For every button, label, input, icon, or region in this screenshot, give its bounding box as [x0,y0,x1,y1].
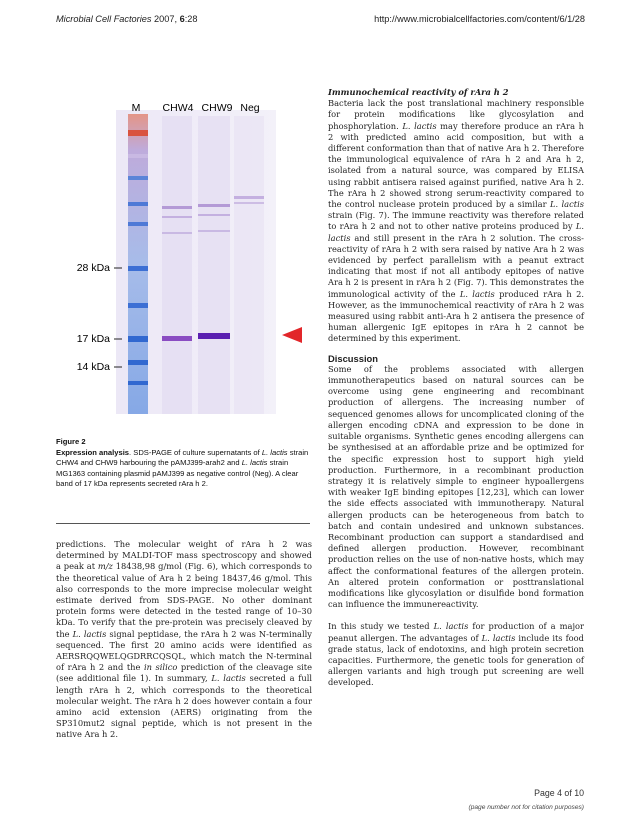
left-column [56,539,312,741]
marker-17kda: 17 kDa [76,333,110,345]
marker-28kda: 28 kDa [76,262,110,274]
lane-label-neg: Neg [240,102,260,114]
figure-label: Figure 2 [56,437,86,446]
discussion-heading: Discussion [328,352,379,364]
lane-label-m: M [131,102,141,114]
immunochemical-paragraph: Bacteria lack the post translational machinery responsible for protein modifications like glycosylation and phosphorylation. L. lactis may therefore produce an rAra h 2 with predicted amino acid composition, but with a different conformation than that of native Ara h 2. Therefore the immunological equivalence of rAra h 2 and Ara h 2, isolated from a natural source, was compared by ELISA using rabbit antisera raised against purified, native Ara h 2. The rAra h 2 showed strong serum-reactivity compared to the control nuclease protein produced by a similar L. lactis strain (Fig. 7). The immune reactivity was therefore related to rAra h 2 and not to other native proteins produced by L. lactis and still present in the rAra h 2 solution. The cross-reactivity of rAra h 2 with sera raised by native Ara h 2 was evidenced by perfect parallelism with a peanut extract indicating that most if not all antibody epitopes of native Ara h 2 is present in rAra h 2 (Fig. 7). This demonstrates the immunological activity of the L. lactis produced rAra h 2. However, as the immunochemical reactivity of rAra h 2 was measured using rabbit anti-Ara h 2 antisera the presence of human allergenic IgE epitopes in rAra h 2 cannot be determined by this experiment. [328,98,585,344]
left-paragraph: predictions. The molecular weight of rAra h 2 was determined by MALDI-TOF mass spectroscopy and showed a peak at m/z 18438,98 g/mol (Fig. 6), which corresponds to the theoretical value of Ara h 2 being 18437,46 g/mol. This also corresponds to the more imprecise molecular weight estimate derived from SDS-PAGE. No other dominant protein forms were detected in the tested range of 10–30 kDa. To verify that the pre-protein was precisely cleaved by the L. lactis signal peptidase, the rAra h 2 was N-terminally sequenced. The first 20 amino acids were identified as AERSRQQWELQGDRRCQSQL, which match the N-terminal of rAra h 2 and the in silico prediction of the cleavage site (see additional file 1). In summary, L. lactis secreted a full length rAra h 2, which corresponds to the theoretical molecular weight. The rAra h 2 does however contain a four amino acid extension (AERS) originating from the SP310mut2 signal peptide, which is not present in the native Ara h 2. [56,539,313,740]
discussion-paragraph-1: Some of the problems associated with allergen immunotherapeutics based on natural sources can be overcome using gene engineering and recombinant production of allergens. The increasing number of sequenced genomes allows for uncomplicated cloning of the allergen encoding cDNA and expression to be done in suitable organisms. Synthetic genes encoding allergens can be synthesised at an affordable prize and be optimized for the specific expression host to support high yield production. Furthermore, in a recombinant production strategy it is relatively simple to engineer hypoallergens with weaker IgE binding epitopes [12,23], which can lower the side effects associated with immunotherapy. Natural allergen products can be heterogeneous from batch to batch and contain undesired and unknown substances. Recombinant production can support a standardised and defined allergen production. However, recombinant production relies on the use of non-native hosts, which may affect the conformational features of the allergen protein. An altered protein conformation or posttranslational modifications like glycosylation or disulfide bond formation can influence the immunereactivity. [328,363,584,610]
journal-name: Microbial Cell Factories [56,14,152,24]
marker-14kda: 14 kDa [76,361,110,373]
lane-chw9 [198,116,230,414]
lane-label-chw4: CHW4 [162,102,194,114]
band-arrow-icon [282,327,302,343]
lane-neg [234,116,264,414]
figure-caption: Figure 2 Expression analysis. SDS-PAGE of culture supernatants of L. lactis strain CHW4 and CHW9 harbouring the pAMJ399-arah2 and L. lactis strain MG1363 containing plasmid pAMJ399 as negative control (Neg). A clear band of 17 kDa represents secreted rAra h 2. [56,437,312,490]
lane-label-chw9: CHW9 [201,102,233,114]
running-header-journal: Microbial Cell Factories 2007, 6:28 [56,14,198,24]
section-subheading: Immunochemical reactivity of rAra h 2 [328,87,509,97]
caption-divider [56,523,310,524]
right-column [328,87,584,689]
volume: 6 [179,14,185,24]
running-header-url[interactable]: http://www.microbialcellfactories.com/content/6/1/28 [374,14,585,24]
sds-page-gel-figure [56,98,308,434]
page-number: Page 4 of 10 [534,788,584,798]
page-note: (page number not for citation purposes) [468,804,584,811]
lane-chw4 [162,116,192,414]
discussion-paragraph-2: In this study we tested L. lactis for production of a major peanut allergen. The advantages of L. lactis include its food grade status, lack of endotoxins, and high protein secretion capacities. Furthermore, the genetic tools for generation of allergen variants and high trough put screening are well developed. [328,621,585,688]
marker-lane [128,114,148,414]
